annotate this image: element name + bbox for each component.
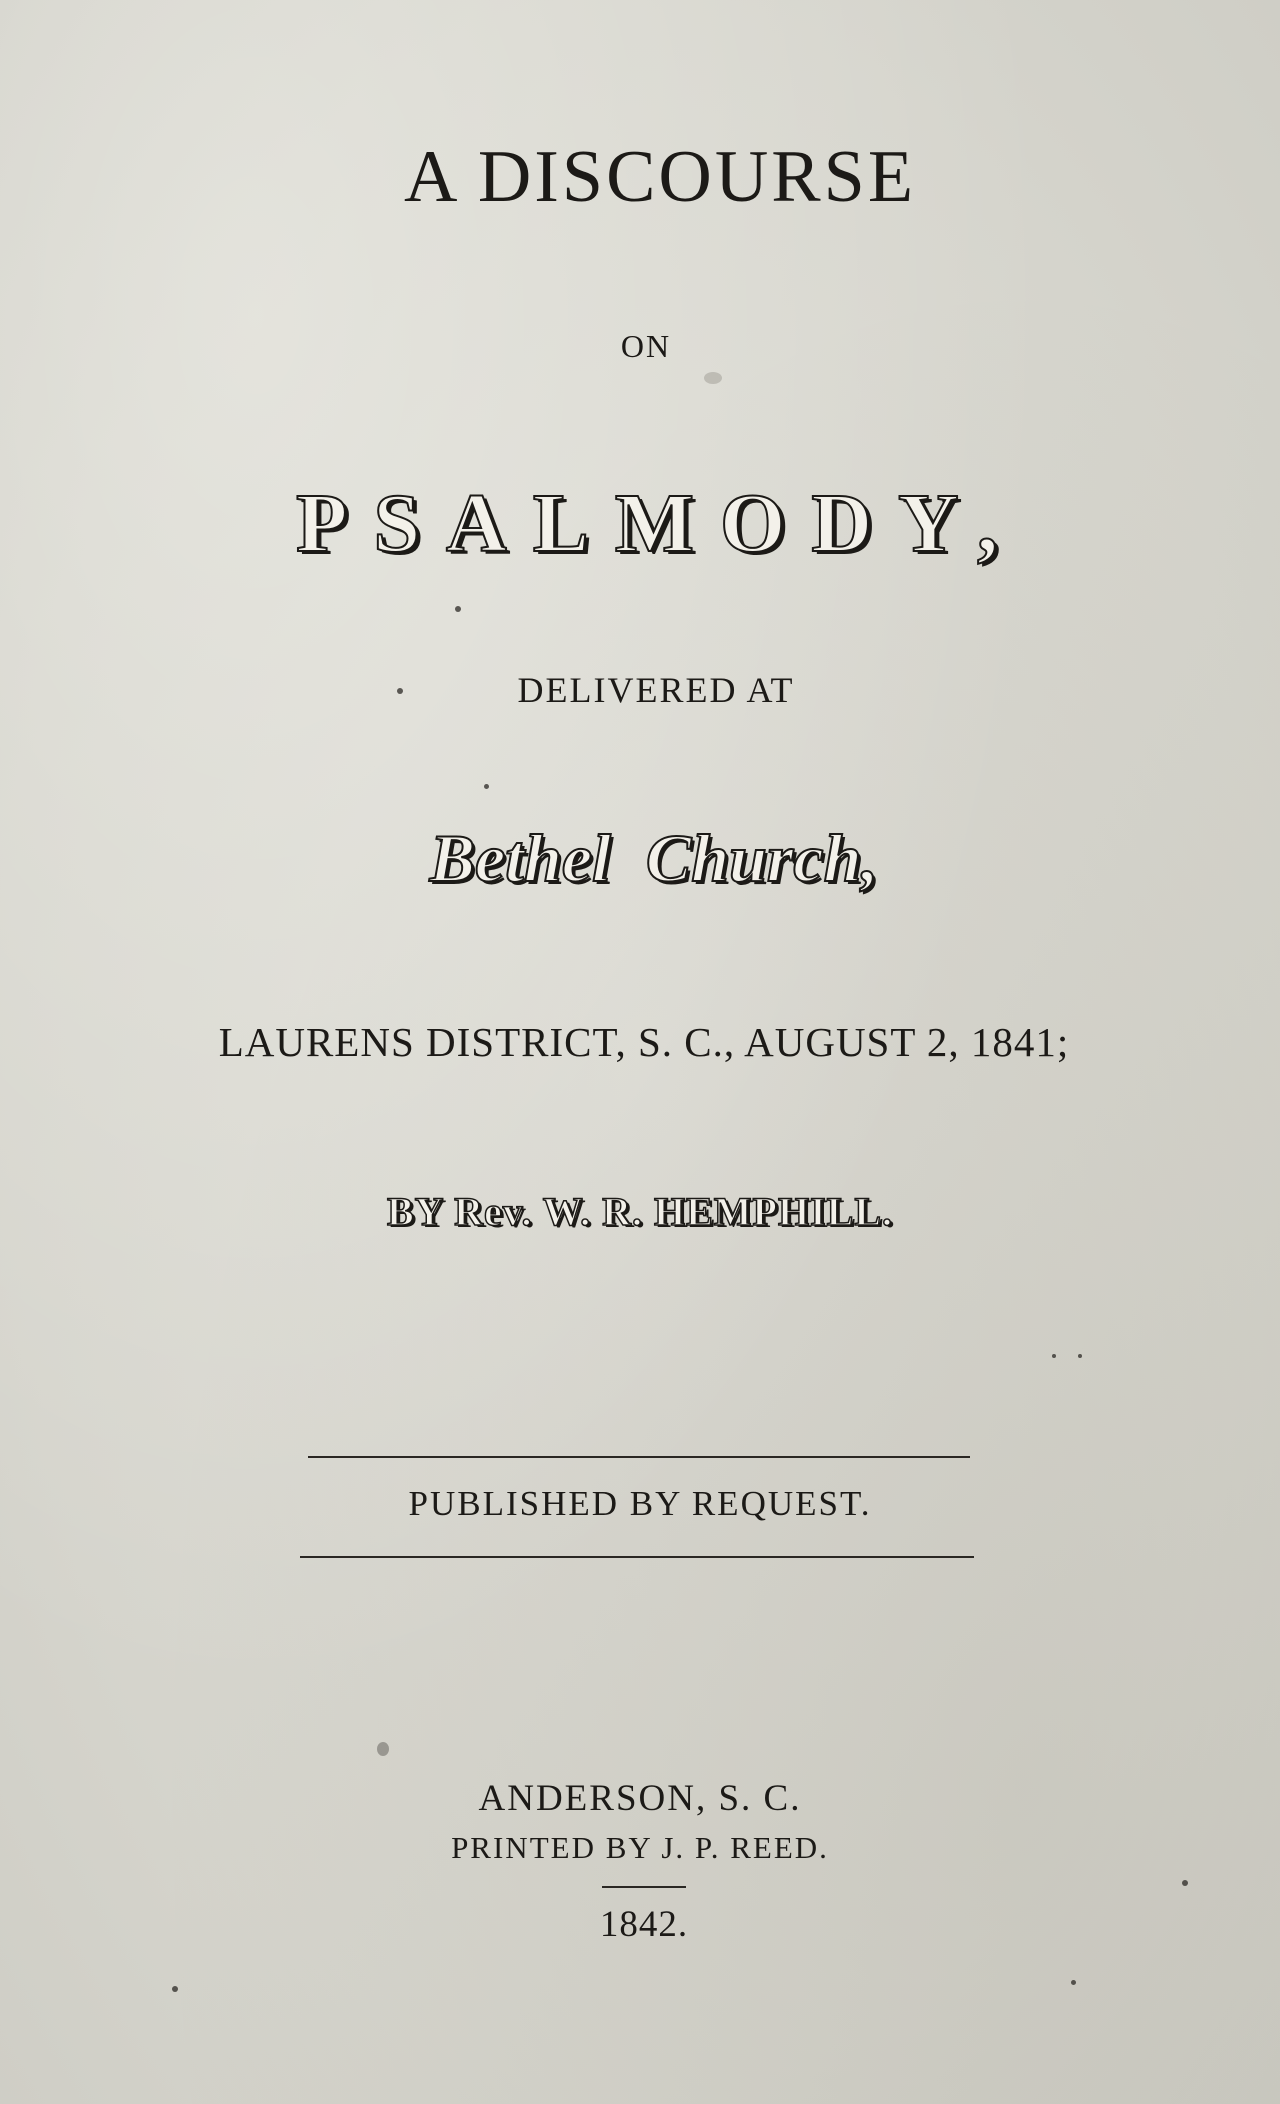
imprint-printer: PRINTED BY J. P. REED. [451,1830,829,1865]
paper-speck [1071,1980,1076,1985]
paper-speck [484,784,489,789]
paper-speck [704,372,722,384]
book-subject: PSALMODY, [296,477,1024,570]
imprint-place: ANDERSON, S. C. [478,1778,802,1819]
title-connector: ON [620,328,672,364]
paper-speck [1078,1354,1082,1358]
imprint-short-rule [602,1886,686,1888]
book-title: A DISCOURSE [403,136,917,218]
church-name: Bethel Church, [429,820,879,896]
paper-speck [397,688,403,694]
delivered-at-line: DELIVERED AT [517,670,795,710]
paper-speck [1182,1880,1188,1886]
author-line: BY Rev. W. R. HEMPHILL. [386,1189,894,1234]
imprint-year: 1842. [599,1904,689,1945]
divider-rule-top [308,1456,970,1458]
paper-speck [1052,1354,1056,1358]
paper-speck [377,1742,389,1756]
paper-speck [455,606,461,612]
divider-rule-bottom [300,1556,974,1558]
publication-note: PUBLISHED BY REQUEST. [408,1484,872,1523]
paper-speck [172,1986,178,1992]
location-date-line: LAURENS DISTRICT, S. C., AUGUST 2, 1841; [218,1019,1070,1065]
